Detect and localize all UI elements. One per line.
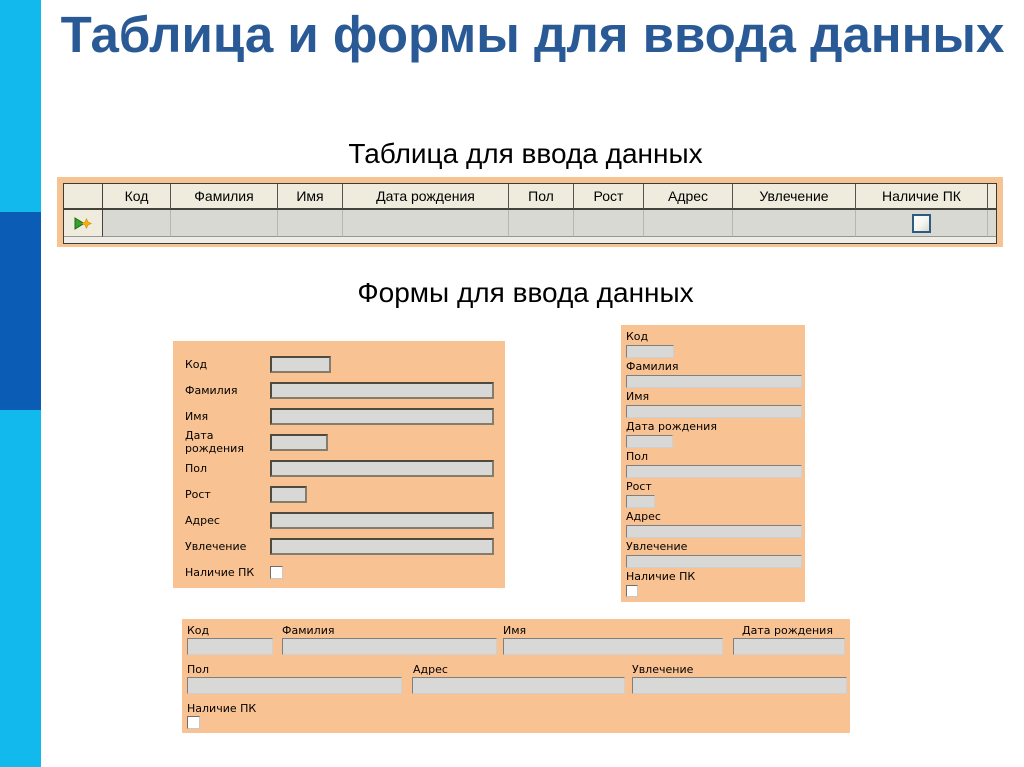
column-header-adres: Адрес xyxy=(644,184,733,210)
pol-field[interactable] xyxy=(187,677,402,694)
form-row xyxy=(185,507,505,533)
field-label-adres: Адрес xyxy=(626,510,661,523)
kod-field[interactable] xyxy=(270,356,331,373)
form-wide xyxy=(182,619,850,733)
field-label-pol: Пол xyxy=(185,461,208,475)
uvlechenie-field[interactable] xyxy=(632,677,847,694)
cell-adres[interactable] xyxy=(644,210,733,237)
rost-field[interactable] xyxy=(270,486,307,503)
form-pair xyxy=(626,511,805,538)
cell-familiya[interactable] xyxy=(171,210,278,237)
field-label-imya: Имя xyxy=(185,409,209,423)
uvlechenie-field[interactable] xyxy=(270,538,494,555)
form-pair xyxy=(626,361,805,388)
form-pair xyxy=(626,331,805,358)
familiya-field[interactable] xyxy=(270,382,494,399)
imya-field[interactable] xyxy=(503,638,723,655)
form-row xyxy=(185,481,505,507)
form-row xyxy=(185,533,505,559)
row-selector-header xyxy=(64,184,103,210)
table-header-row xyxy=(64,184,996,210)
form-pair xyxy=(626,541,805,568)
column-header-rost: Рост xyxy=(574,184,644,210)
cell-pol[interactable] xyxy=(509,210,574,237)
field-label-data-rozhdeniya: Дата рождения xyxy=(626,420,717,433)
form-row xyxy=(185,377,505,403)
field-label-adres: Адрес xyxy=(185,513,220,527)
data-rozhdeniya-field[interactable] xyxy=(626,435,673,448)
kod-field[interactable] xyxy=(187,638,273,655)
cell-data-rozhdeniya[interactable] xyxy=(343,210,509,237)
cell-imya[interactable] xyxy=(278,210,343,237)
data-grid xyxy=(63,183,997,244)
form-stacked xyxy=(621,325,805,602)
table-caption: Таблица для ввода данных xyxy=(348,138,703,169)
form-pair xyxy=(626,391,805,418)
form-row xyxy=(185,403,505,429)
field-label-uvlechenie: Увлечение xyxy=(185,539,247,553)
field-label-kod: Код xyxy=(626,330,649,343)
field-label-nalichie-pk: Наличие ПК xyxy=(185,565,255,579)
imya-field[interactable] xyxy=(270,408,494,425)
field-label-data-rozhdeniya: Дата рождения xyxy=(185,429,244,455)
field-label-familiya: Фамилия xyxy=(282,624,335,637)
cell-rost[interactable] xyxy=(574,210,644,237)
form-pair xyxy=(626,481,805,508)
nalichie-pk-checkbox[interactable] xyxy=(270,566,283,579)
forms-caption: Формы для ввода данных xyxy=(357,277,694,308)
column-header-data-rozhdeniya: Дата рождения xyxy=(343,184,509,210)
field-label-uvlechenie: Увлечение xyxy=(626,540,688,553)
field-label-nalichie-pk: Наличие ПК xyxy=(626,570,696,583)
nalichie-pk-checkbox[interactable] xyxy=(187,716,200,729)
data-rozhdeniya-field[interactable] xyxy=(270,434,328,451)
page-title: Таблица и формы для ввода данных xyxy=(60,6,1005,63)
column-header-familiya: Фамилия xyxy=(171,184,278,210)
rost-field[interactable] xyxy=(626,495,655,508)
field-label-kod: Код xyxy=(185,357,208,371)
field-label-imya: Имя xyxy=(626,390,650,403)
column-header-pol: Пол xyxy=(509,184,574,210)
left-stripe-accent xyxy=(0,212,41,410)
kod-field[interactable] xyxy=(626,345,674,358)
column-header-nalichie-pk: Наличие ПК xyxy=(856,184,988,210)
column-header-imya: Имя xyxy=(278,184,343,210)
familiya-field[interactable] xyxy=(282,638,497,655)
pol-field[interactable] xyxy=(270,460,494,477)
field-label-familiya: Фамилия xyxy=(185,383,238,397)
cell-nalichie-pk xyxy=(856,210,988,237)
form-row xyxy=(185,559,505,585)
form-row xyxy=(185,455,505,481)
field-label-uvlechenie: Увлечение xyxy=(632,663,694,676)
field-label-nalichie-pk: Наличие ПК xyxy=(187,702,257,715)
field-label-imya: Имя xyxy=(503,624,527,637)
adres-field[interactable] xyxy=(626,525,802,538)
column-header-extra xyxy=(988,184,996,210)
field-label-data-rozhdeniya: Дата рождения xyxy=(742,624,833,637)
pc-checkbox[interactable] xyxy=(912,214,931,233)
field-label-kod: Код xyxy=(187,624,210,637)
field-label-pol: Пол xyxy=(187,663,210,676)
imya-field[interactable] xyxy=(626,405,802,418)
row-selector-cell[interactable] xyxy=(64,210,103,237)
nalichie-pk-checkbox[interactable] xyxy=(626,585,638,597)
adres-field[interactable] xyxy=(412,677,625,694)
cell-extra xyxy=(988,210,996,237)
pol-field[interactable] xyxy=(626,465,802,478)
familiya-field[interactable] xyxy=(626,375,802,388)
data-rozhdeniya-field[interactable] xyxy=(733,638,845,655)
data-table xyxy=(57,177,1003,247)
form-row xyxy=(185,429,505,455)
form-pair xyxy=(626,571,805,597)
form-pair xyxy=(626,451,805,478)
field-label-familiya: Фамилия xyxy=(626,360,679,373)
table-next-row-partial xyxy=(64,237,996,243)
column-header-kod: Код xyxy=(103,184,171,210)
cell-kod[interactable] xyxy=(103,210,171,237)
form-row xyxy=(185,351,505,377)
adres-field[interactable] xyxy=(270,512,494,529)
field-label-adres: Адрес xyxy=(413,663,448,676)
table-row xyxy=(64,210,996,237)
field-label-rost: Рост xyxy=(626,480,652,493)
cell-uvlechenie[interactable] xyxy=(733,210,856,237)
form-columnar xyxy=(173,341,505,588)
field-label-pol: Пол xyxy=(626,450,649,463)
uvlechenie-field[interactable] xyxy=(626,555,802,568)
column-header-uvlechenie: Увлечение xyxy=(733,184,856,210)
current-record-arrow-icon xyxy=(74,217,92,230)
field-label-rost: Рост xyxy=(185,487,211,501)
form-pair xyxy=(626,421,805,448)
